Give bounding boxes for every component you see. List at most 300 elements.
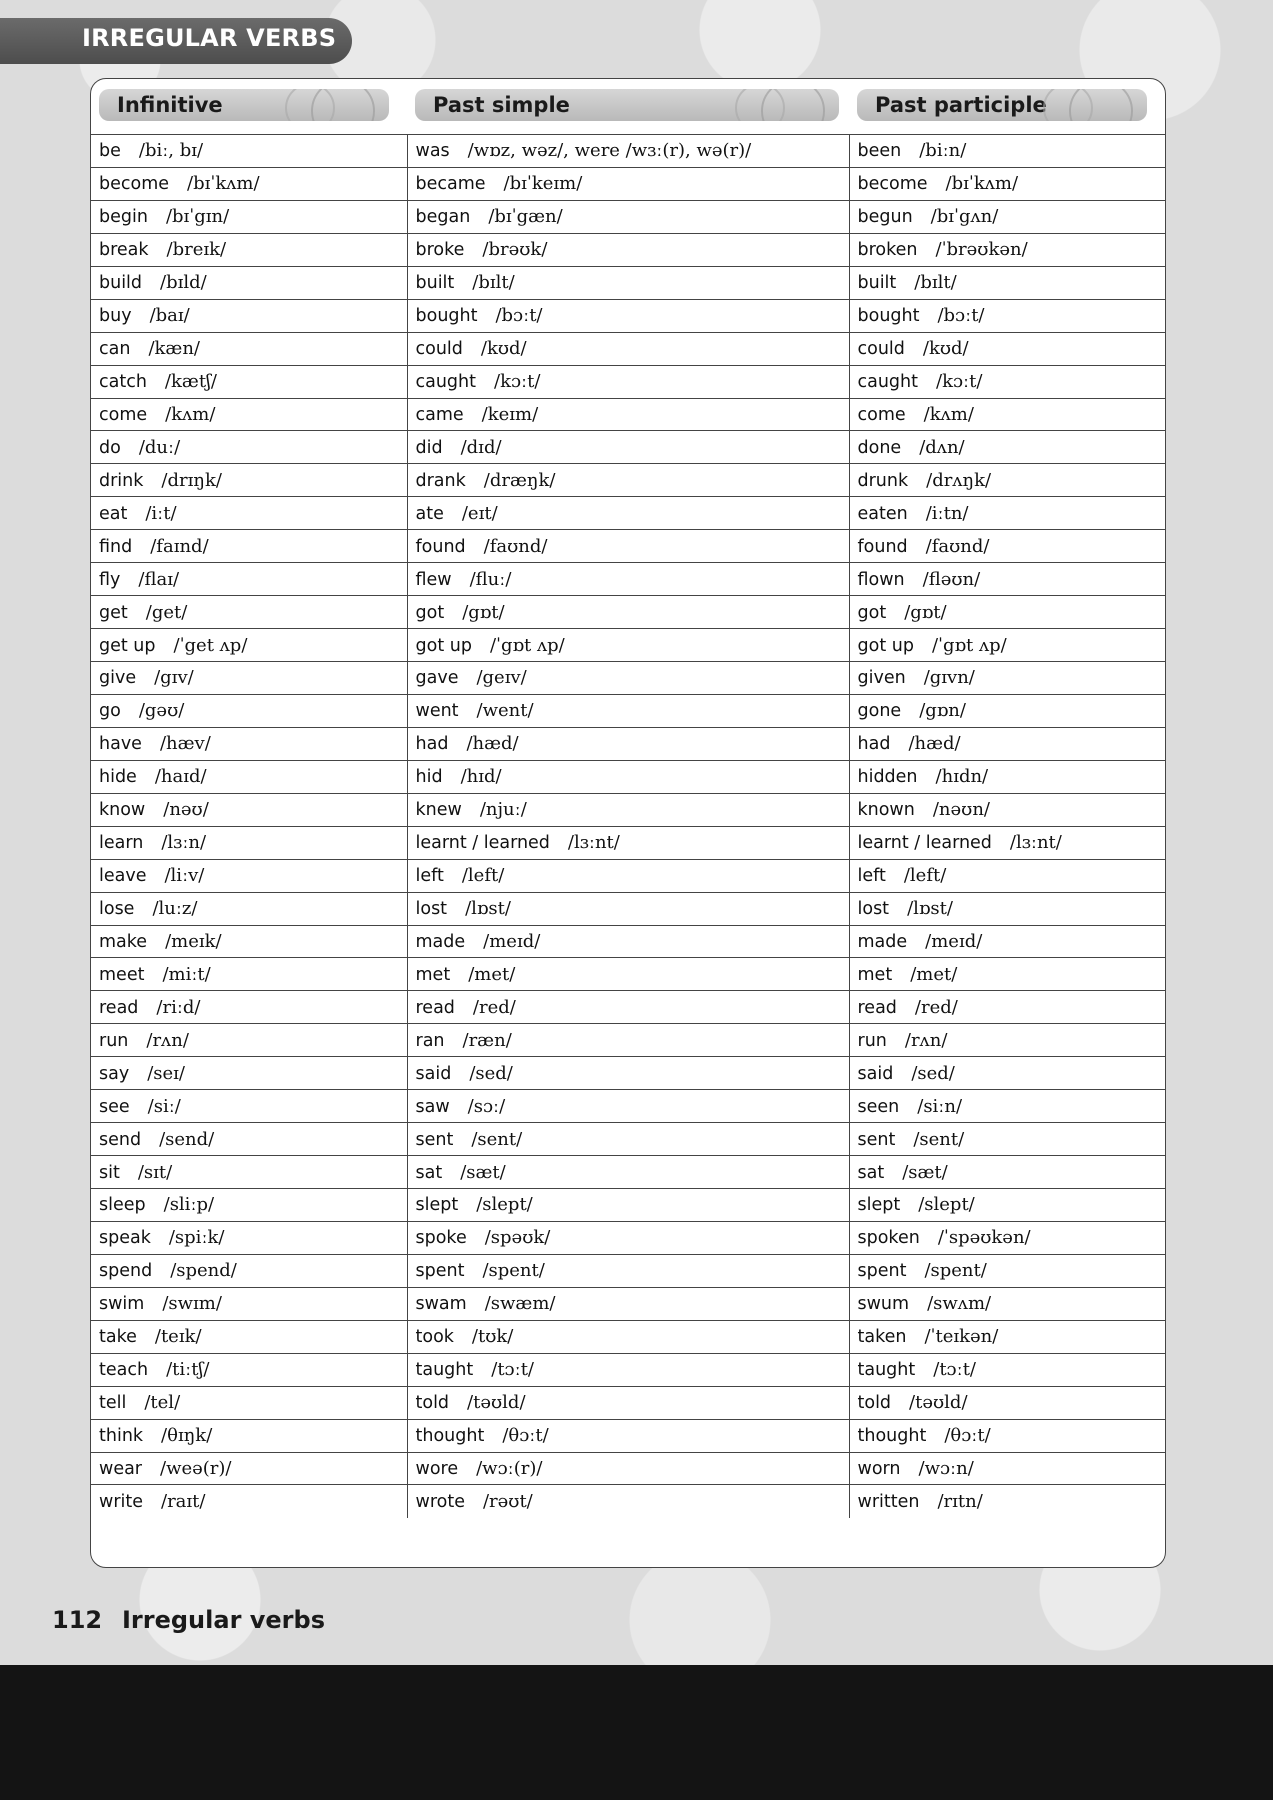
past-simple-pronunciation: /geɪv/ xyxy=(476,667,527,689)
past-participle-word: begun xyxy=(857,207,913,228)
infinitive-cell xyxy=(91,629,407,662)
past-simple-cell xyxy=(407,1123,849,1156)
infinitive-cell xyxy=(91,1221,407,1254)
past-simple-pronunciation: /swæm/ xyxy=(484,1293,556,1315)
past-participle-word: bought xyxy=(857,306,920,327)
past-simple-pronunciation: /sed/ xyxy=(469,1062,513,1084)
infinitive-cell xyxy=(91,859,407,892)
table-row xyxy=(91,332,1165,365)
infinitive-word: spend xyxy=(99,1261,153,1282)
past-simple-word: saw xyxy=(415,1096,450,1117)
infinitive-cell xyxy=(91,464,407,497)
table-row xyxy=(91,365,1165,398)
infinitive-word: see xyxy=(99,1096,130,1117)
past-simple-cell xyxy=(407,1156,849,1189)
infinitive-pronunciation: /drɪŋk/ xyxy=(161,469,222,491)
table-row xyxy=(91,1254,1165,1287)
table-row xyxy=(91,892,1165,925)
infinitive-cell xyxy=(91,662,407,695)
past-simple-cell xyxy=(407,563,849,596)
past-simple-word: said xyxy=(415,1063,452,1084)
infinitive-pronunciation: /baɪ/ xyxy=(149,305,190,327)
past-simple-pronunciation: /met/ xyxy=(468,963,516,985)
past-participle-cell xyxy=(849,596,1165,629)
past-simple-word: began xyxy=(415,207,471,228)
past-simple-word: slept xyxy=(415,1195,459,1216)
infinitive-pronunciation: /lɜːn/ xyxy=(161,832,207,854)
table-row xyxy=(91,1320,1165,1353)
past-participle-word: given xyxy=(857,668,906,689)
infinitive-pronunciation: /haɪd/ xyxy=(154,766,207,788)
past-participle-word: run xyxy=(857,1030,887,1051)
past-participle-pronunciation: /nəʊn/ xyxy=(932,799,990,821)
past-participle-pronunciation: /red/ xyxy=(914,996,958,1018)
decorative-swirl-icon xyxy=(311,89,375,121)
infinitive-pronunciation: /ˈget ʌp/ xyxy=(173,634,248,656)
past-simple-word: knew xyxy=(415,800,462,821)
past-participle-word: read xyxy=(857,997,897,1018)
past-simple-cell xyxy=(407,925,849,958)
past-simple-cell xyxy=(407,859,849,892)
past-simple-word: broke xyxy=(415,240,465,261)
past-simple-cell xyxy=(407,760,849,793)
past-participle-cell xyxy=(849,1221,1165,1254)
past-simple-word: ran xyxy=(415,1030,445,1051)
infinitive-pronunciation: /liːv/ xyxy=(164,865,205,887)
page-title: IRREGULAR VERBS xyxy=(82,24,337,52)
table-row xyxy=(91,1221,1165,1254)
table-row xyxy=(91,596,1165,629)
past-participle-cell xyxy=(849,135,1165,168)
infinitive-cell xyxy=(91,1254,407,1287)
past-participle-word: lost xyxy=(857,899,890,920)
past-simple-pronunciation: /ræn/ xyxy=(462,1029,512,1051)
past-participle-word: left xyxy=(857,866,886,887)
infinitive-word: fly xyxy=(99,569,121,590)
infinitive-pronunciation: /hæv/ xyxy=(159,733,211,755)
infinitive-cell xyxy=(91,332,407,365)
infinitive-pronunciation: /duː/ xyxy=(138,436,181,458)
past-simple-pronunciation: /wɔː(r)/ xyxy=(476,1457,543,1479)
infinitive-cell xyxy=(91,563,407,596)
past-participle-cell xyxy=(849,1452,1165,1485)
infinitive-word: send xyxy=(99,1129,142,1150)
past-participle-pronunciation: /slept/ xyxy=(918,1194,975,1216)
past-simple-cell xyxy=(407,1221,849,1254)
past-participle-word: seen xyxy=(857,1096,900,1117)
infinitive-word: lose xyxy=(99,899,135,920)
past-participle-word: spent xyxy=(857,1261,907,1282)
past-participle-pronunciation: /left/ xyxy=(903,865,947,887)
past-participle-word: spoken xyxy=(857,1228,920,1249)
past-participle-cell xyxy=(849,1057,1165,1090)
past-participle-cell xyxy=(849,497,1165,530)
past-participle-pronunciation: /bɪlt/ xyxy=(914,272,957,294)
infinitive-pronunciation: /get/ xyxy=(145,601,188,623)
past-simple-word: gave xyxy=(415,668,459,689)
past-simple-pronunciation: /keɪm/ xyxy=(481,403,539,425)
past-participle-word: known xyxy=(857,800,915,821)
past-participle-cell xyxy=(849,925,1165,958)
infinitive-pronunciation: /nəʊ/ xyxy=(163,799,209,821)
past-simple-word: wrote xyxy=(415,1492,465,1513)
table-row xyxy=(91,826,1165,859)
infinitive-word: tell xyxy=(99,1393,127,1414)
infinitive-pronunciation: /kætʃ/ xyxy=(164,371,217,393)
table-row xyxy=(91,1452,1165,1485)
past-participle-pronunciation: /met/ xyxy=(910,963,958,985)
past-simple-pronunciation: /fluː/ xyxy=(469,568,512,590)
infinitive-cell xyxy=(91,1090,407,1123)
past-participle-pronunciation: /hɪdn/ xyxy=(935,766,989,788)
past-simple-pronunciation: /lɒst/ xyxy=(465,898,511,920)
past-participle-pronunciation: /kʌm/ xyxy=(923,403,974,425)
infinitive-word: say xyxy=(99,1063,130,1084)
past-participle-word: broken xyxy=(857,240,918,261)
decorative-swirl-icon xyxy=(1069,89,1133,121)
past-simple-word: sat xyxy=(415,1162,443,1183)
infinitive-pronunciation: /send/ xyxy=(159,1128,215,1150)
past-simple-word: had xyxy=(415,734,449,755)
infinitive-cell xyxy=(91,1024,407,1057)
past-simple-word: wore xyxy=(415,1458,459,1479)
past-participle-pronunciation: /faʊnd/ xyxy=(925,535,990,557)
header-past-participle-label: Past participle xyxy=(875,93,1047,117)
past-simple-pronunciation: /wɒz, wəz/, were /wɜː(r), wə(r)/ xyxy=(467,140,752,162)
table-row xyxy=(91,1024,1165,1057)
table-row xyxy=(91,497,1165,530)
past-simple-pronunciation: /tɔːt/ xyxy=(491,1359,534,1381)
infinitive-cell xyxy=(91,497,407,530)
past-simple-cell xyxy=(407,1386,849,1419)
past-participle-word: been xyxy=(857,141,902,162)
table-row xyxy=(91,1057,1165,1090)
table-row xyxy=(91,530,1165,563)
past-simple-pronunciation: /bɪˈkeɪm/ xyxy=(503,173,583,195)
past-simple-word: went xyxy=(415,701,459,722)
past-participle-word: taken xyxy=(857,1327,907,1348)
past-simple-word: bought xyxy=(415,306,478,327)
past-simple-cell xyxy=(407,1485,849,1518)
table-row xyxy=(91,1485,1165,1518)
infinitive-pronunciation: /θɪŋk/ xyxy=(161,1425,213,1447)
past-participle-word: sat xyxy=(857,1162,885,1183)
table-row xyxy=(91,431,1165,464)
infinitive-cell xyxy=(91,135,407,168)
past-simple-cell xyxy=(407,1353,849,1386)
past-simple-pronunciation: /təʊld/ xyxy=(467,1392,526,1414)
past-simple-cell xyxy=(407,1090,849,1123)
infinitive-cell xyxy=(91,694,407,727)
past-participle-cell xyxy=(849,892,1165,925)
header-infinitive-label: Infinitive xyxy=(117,93,223,117)
past-simple-cell xyxy=(407,1254,849,1287)
past-participle-cell xyxy=(849,233,1165,266)
infinitive-pronunciation: /iːt/ xyxy=(145,502,177,524)
past-participle-pronunciation: /rʌn/ xyxy=(904,1029,948,1051)
past-simple-cell xyxy=(407,1320,849,1353)
infinitive-word: do xyxy=(99,437,121,458)
past-participle-pronunciation: /bɪˈgʌn/ xyxy=(930,206,999,228)
past-participle-pronunciation: /gɒn/ xyxy=(919,700,966,722)
past-participle-cell xyxy=(849,167,1165,200)
table-row xyxy=(91,1386,1165,1419)
infinitive-word: swim xyxy=(99,1294,145,1315)
past-participle-cell xyxy=(849,727,1165,760)
past-participle-cell xyxy=(849,694,1165,727)
past-participle-word: flown xyxy=(857,569,905,590)
past-simple-pronunciation: /θɔːt/ xyxy=(502,1425,549,1447)
infinitive-word: eat xyxy=(99,503,128,524)
past-participle-cell xyxy=(849,991,1165,1024)
infinitive-word: know xyxy=(99,800,146,821)
past-simple-cell xyxy=(407,727,849,760)
past-simple-pronunciation: /sɔː/ xyxy=(467,1095,506,1117)
infinitive-cell xyxy=(91,1123,407,1156)
past-simple-cell xyxy=(407,431,849,464)
table-row xyxy=(91,135,1165,168)
past-participle-cell xyxy=(849,793,1165,826)
past-simple-cell xyxy=(407,1452,849,1485)
past-participle-cell xyxy=(849,859,1165,892)
past-participle-cell xyxy=(849,365,1165,398)
past-participle-word: drunk xyxy=(857,470,909,491)
infinitive-pronunciation: /bɪˈgɪn/ xyxy=(165,206,230,228)
infinitive-pronunciation: /rʌn/ xyxy=(146,1029,189,1051)
table-row xyxy=(91,233,1165,266)
table-row xyxy=(91,464,1165,497)
past-participle-cell xyxy=(849,662,1165,695)
past-simple-pronunciation: /spəʊk/ xyxy=(484,1227,551,1249)
past-simple-pronunciation: /hæd/ xyxy=(466,733,519,755)
infinitive-pronunciation: /biː, bɪ/ xyxy=(138,140,204,162)
past-simple-word: came xyxy=(415,404,464,425)
past-simple-word: met xyxy=(415,964,451,985)
past-simple-word: found xyxy=(415,536,466,557)
past-simple-cell xyxy=(407,135,849,168)
past-simple-cell xyxy=(407,497,849,530)
past-participle-pronunciation: /iːtn/ xyxy=(925,502,969,524)
past-participle-cell xyxy=(849,1254,1165,1287)
header-past-simple xyxy=(415,89,839,121)
past-participle-cell xyxy=(849,629,1165,662)
past-participle-cell xyxy=(849,200,1165,233)
infinitive-word: learn xyxy=(99,833,144,854)
past-simple-cell xyxy=(407,1024,849,1057)
past-simple-cell xyxy=(407,826,849,859)
past-simple-cell xyxy=(407,464,849,497)
past-participle-word: come xyxy=(857,404,906,425)
table-row xyxy=(91,694,1165,727)
past-participle-pronunciation: /kɔːt/ xyxy=(936,371,983,393)
past-simple-word: did xyxy=(415,437,443,458)
infinitive-word: buy xyxy=(99,306,132,327)
table-row xyxy=(91,563,1165,596)
infinitive-pronunciation: /tel/ xyxy=(144,1392,181,1414)
table-row xyxy=(91,1090,1165,1123)
infinitive-cell xyxy=(91,793,407,826)
past-simple-pronunciation: /went/ xyxy=(476,700,534,722)
past-simple-cell xyxy=(407,398,849,431)
past-simple-cell xyxy=(407,694,849,727)
infinitive-pronunciation: /seɪ/ xyxy=(147,1062,185,1084)
infinitive-cell xyxy=(91,1156,407,1189)
infinitive-cell xyxy=(91,1189,407,1222)
verbs-table xyxy=(91,134,1165,1518)
infinitive-cell xyxy=(91,1386,407,1419)
table-row xyxy=(91,1419,1165,1452)
past-simple-cell xyxy=(407,200,849,233)
past-participle-pronunciation: /swʌm/ xyxy=(927,1293,992,1315)
infinitive-pronunciation: /bɪˈkʌm/ xyxy=(187,173,260,195)
past-participle-cell xyxy=(849,266,1165,299)
past-simple-pronunciation: /brəʊk/ xyxy=(482,239,548,261)
infinitive-word: find xyxy=(99,536,133,557)
header-infinitive xyxy=(99,89,389,121)
verbs-table-panel xyxy=(90,78,1166,1568)
infinitive-cell xyxy=(91,727,407,760)
table-row xyxy=(91,662,1165,695)
past-participle-word: done xyxy=(857,437,902,458)
past-simple-cell xyxy=(407,266,849,299)
past-participle-pronunciation: /wɔːn/ xyxy=(918,1457,974,1479)
past-participle-pronunciation: /lɜːnt/ xyxy=(1009,832,1062,854)
infinitive-cell xyxy=(91,431,407,464)
infinitive-word: have xyxy=(99,734,142,755)
past-simple-pronunciation: /ˈgɒt ʌp/ xyxy=(489,634,565,656)
past-simple-cell xyxy=(407,332,849,365)
infinitive-pronunciation: /siː/ xyxy=(147,1095,181,1117)
past-simple-word: spent xyxy=(415,1261,465,1282)
past-participle-cell xyxy=(849,1189,1165,1222)
infinitive-word: catch xyxy=(99,372,147,393)
past-participle-cell xyxy=(849,530,1165,563)
past-simple-pronunciation: /bɪlt/ xyxy=(472,272,515,294)
past-simple-pronunciation: /hɪd/ xyxy=(460,766,502,788)
past-participle-word: written xyxy=(857,1492,920,1513)
past-participle-pronunciation: /sent/ xyxy=(913,1128,965,1150)
past-participle-word: eaten xyxy=(857,503,908,524)
infinitive-pronunciation: /gəʊ/ xyxy=(138,700,185,722)
past-participle-pronunciation: /gɒt/ xyxy=(904,601,947,623)
past-simple-pronunciation: /kʊd/ xyxy=(480,338,527,360)
infinitive-pronunciation: /swɪm/ xyxy=(162,1293,222,1315)
past-simple-pronunciation: /tʊk/ xyxy=(471,1326,514,1348)
past-simple-word: took xyxy=(415,1327,454,1348)
infinitive-pronunciation: /flaɪ/ xyxy=(138,568,180,590)
past-simple-word: caught xyxy=(415,372,476,393)
past-participle-pronunciation: /lɒst/ xyxy=(907,898,953,920)
infinitive-pronunciation: /raɪt/ xyxy=(161,1491,206,1513)
past-participle-word: could xyxy=(857,339,905,360)
past-participle-pronunciation: /tɔːt/ xyxy=(933,1359,976,1381)
past-participle-pronunciation: /təʊld/ xyxy=(909,1392,968,1414)
past-simple-pronunciation: /sent/ xyxy=(471,1128,523,1150)
table-row xyxy=(91,629,1165,662)
infinitive-pronunciation: /riːd/ xyxy=(156,996,201,1018)
past-participle-pronunciation: /drʌŋk/ xyxy=(926,469,992,491)
past-simple-cell xyxy=(407,596,849,629)
past-participle-cell xyxy=(849,958,1165,991)
past-participle-word: gone xyxy=(857,701,902,722)
infinitive-cell xyxy=(91,1452,407,1485)
infinitive-word: read xyxy=(99,997,139,1018)
past-participle-pronunciation: /θɔːt/ xyxy=(944,1425,991,1447)
infinitive-pronunciation: /spend/ xyxy=(170,1260,237,1282)
past-participle-cell xyxy=(849,1353,1165,1386)
infinitive-cell xyxy=(91,925,407,958)
past-simple-word: lost xyxy=(415,899,448,920)
past-simple-word: got xyxy=(415,602,445,623)
past-participle-word: worn xyxy=(857,1458,901,1479)
infinitive-cell xyxy=(91,991,407,1024)
past-participle-pronunciation: /kʊd/ xyxy=(922,338,969,360)
infinitive-word: drink xyxy=(99,470,144,491)
past-simple-cell xyxy=(407,1057,849,1090)
past-participle-word: swum xyxy=(857,1294,910,1315)
infinitive-word: think xyxy=(99,1426,144,1447)
past-simple-pronunciation: /eɪt/ xyxy=(461,502,498,524)
past-participle-word: sent xyxy=(857,1129,896,1150)
past-simple-pronunciation: /gɒt/ xyxy=(462,601,505,623)
past-participle-pronunciation: /siːn/ xyxy=(917,1095,963,1117)
past-simple-pronunciation: /rəʊt/ xyxy=(482,1491,533,1513)
past-participle-word: hidden xyxy=(857,767,918,788)
past-participle-word: found xyxy=(857,536,908,557)
past-simple-cell xyxy=(407,892,849,925)
infinitive-word: go xyxy=(99,701,121,722)
past-participle-pronunciation: /ˈgɒt ʌp/ xyxy=(931,634,1007,656)
decorative-swirl-icon xyxy=(761,89,825,121)
infinitive-pronunciation: /spiːk/ xyxy=(168,1227,225,1249)
past-simple-pronunciation: /dræŋk/ xyxy=(483,469,556,491)
past-participle-word: learnt / learned xyxy=(857,833,992,854)
table-row xyxy=(91,266,1165,299)
past-simple-cell xyxy=(407,1189,849,1222)
infinitive-cell xyxy=(91,826,407,859)
past-simple-pronunciation: /kɔːt/ xyxy=(494,371,541,393)
table-row xyxy=(91,398,1165,431)
page-number: 112 xyxy=(52,1606,103,1634)
past-simple-word: could xyxy=(415,339,463,360)
past-participle-cell xyxy=(849,1090,1165,1123)
past-simple-word: built xyxy=(415,273,455,294)
infinitive-word: break xyxy=(99,240,149,261)
past-simple-cell xyxy=(407,1419,849,1452)
infinitive-cell xyxy=(91,398,407,431)
past-simple-cell xyxy=(407,365,849,398)
infinitive-pronunciation: /teɪk/ xyxy=(154,1326,202,1348)
infinitive-pronunciation: /sliːp/ xyxy=(163,1194,215,1216)
infinitive-word: get xyxy=(99,602,128,623)
infinitive-cell xyxy=(91,200,407,233)
past-participle-word: caught xyxy=(857,372,918,393)
past-simple-pronunciation: /faʊnd/ xyxy=(483,535,548,557)
infinitive-word: wear xyxy=(99,1458,142,1479)
past-participle-pronunciation: /ˈteɪkən/ xyxy=(924,1326,999,1348)
infinitive-word: sleep xyxy=(99,1195,146,1216)
table-row xyxy=(91,200,1165,233)
table-row xyxy=(91,760,1165,793)
past-simple-word: flew xyxy=(415,569,452,590)
infinitive-word: run xyxy=(99,1030,129,1051)
table-row xyxy=(91,1353,1165,1386)
past-participle-word: thought xyxy=(857,1426,927,1447)
infinitive-word: make xyxy=(99,931,148,952)
footer-section-title: Irregular verbs xyxy=(122,1606,325,1634)
infinitive-word: write xyxy=(99,1492,143,1513)
infinitive-pronunciation: /bɪld/ xyxy=(160,272,207,294)
